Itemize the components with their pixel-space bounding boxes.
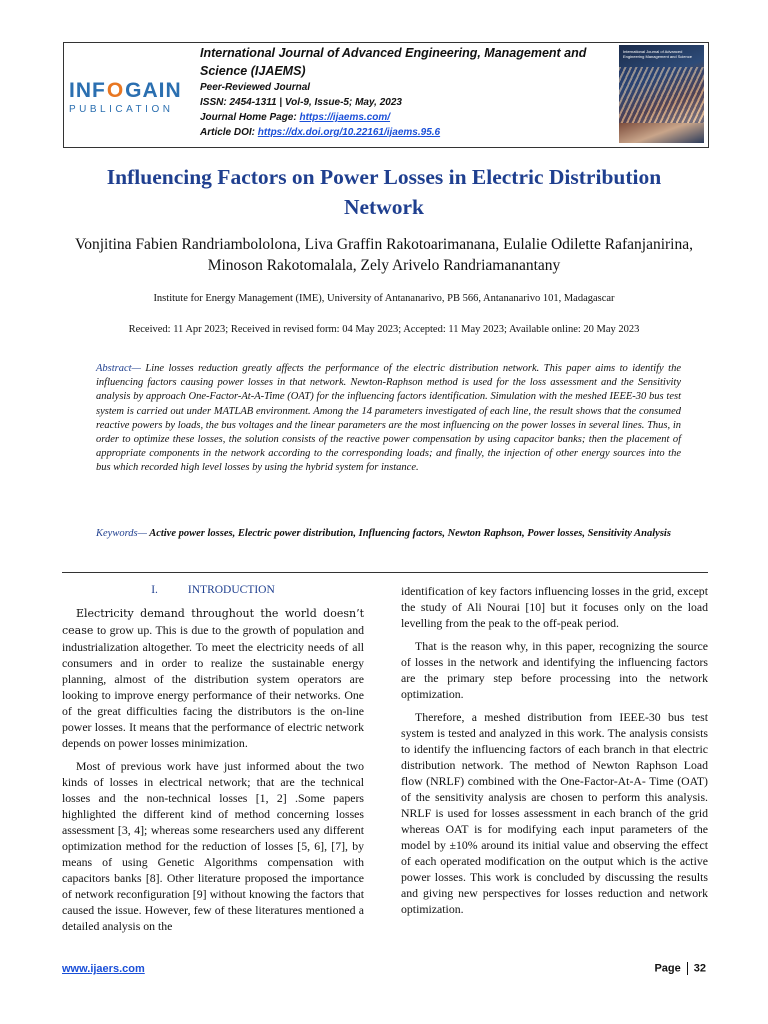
cover-title: International Journal of Advanced Engineering Management and Science: [623, 49, 692, 59]
journal-header: [63, 42, 709, 148]
footer-website-link[interactable]: www.ijaers.com: [62, 963, 145, 975]
section-heading: I. INTRODUCTION: [151, 584, 275, 596]
page-number: Page 32: [654, 962, 706, 975]
page-separator: [687, 962, 688, 975]
doi-link[interactable]: https://dx.doi.org/10.22161/ijaems.95.6: [257, 127, 441, 138]
logo-globe-o: O: [106, 79, 125, 102]
paragraph: Therefore, a meshed distribution from IEEE-30 bus test system is tested and analyzed in this work. The analysis consists to identify the influencing factors of each branch in that electric distribution network. The method of Newton Raphson Load flow (NRLF) combined with the One-Factor-At-A- Time (OAT) of the sensitivity analysis are chosen to perform this analysis. NRLF is used for losses assessment in each branch of the grid whereas OAT is for modifying each input parameters of the model by ±10% around its initial value and observing the effect of each operated modification on the output which is the active power losses. This work is concluded by discussing the results and giving new perspectives for losses reduction and network optimization.: [401, 710, 708, 916]
journal-info: [200, 43, 590, 140]
logo-subtitle: PUBLICATION: [69, 104, 174, 115]
section-divider: [62, 572, 708, 573]
keywords-text: Active power losses, Electric power distribution, Influencing factors, Newton Raphson, Power losses, Sensitivity Analysis: [146, 528, 671, 539]
homepage-line: Journal Home Page: https://ijaems.com/: [200, 112, 391, 123]
paragraph: That is the reason why, in this paper, recognizing the source of losses in the network and identifying the influencing factors are the primary step before processing into the network optimization.: [401, 639, 708, 701]
doi-line: Article DOI: https://dx.doi.org/10.22161/ijaems.95.6: [200, 127, 441, 138]
right-column: [401, 583, 708, 924]
left-column: [62, 582, 364, 941]
paragraph: Most of previous work have just informed about the two kinds of losses in electrical network; that are the technical losses and the non-technical losses [1, 2] .Some papers highlighted the different kind of method concerning losses assessment [3, 4]; whereas some researchers used any different optimization method for the reduction of losses [5, 6], [7], by means of using Genetic Algorithms compensation with capacitors banks [8]. Other literature proposed the importance of network reconfiguration [9] without knowing the factors that caused the issue. However, few of these literatures mentioned a detailed analysis on the: [62, 759, 364, 933]
issn-line: ISSN: 2454-1311 | Vol-9, Issue-5; May, 2023: [200, 97, 402, 108]
abstract-label: Abstract—: [96, 363, 141, 374]
publisher-logo: [69, 79, 187, 115]
homepage-link[interactable]: https://ijaems.com/: [299, 112, 391, 123]
logo-text-part2: GAIN: [125, 79, 182, 102]
journal-cover-image: [619, 45, 704, 143]
logo-text-part1: INF: [69, 79, 106, 102]
keywords-label: Keywords—: [96, 528, 147, 539]
peer-reviewed-label: Peer-Reviewed Journal: [200, 82, 311, 93]
paragraph: identification of key factors influencing losses in the grid, except the study of Ali Nourai [10] but it focuses only on the load levelling from the peak to the off-peak period.: [401, 584, 708, 630]
abstract-text: Line losses reduction greatly affects the performance of the electric distribution network. This paper aims to identify the influencing factors causing power losses in that network. Newton-Raphson method is used for the loss assessment and the Sensitivity analysis by approach One-Factor-At-A-Time (OAT) for the influencing factors identification. Simulation with the meshed IEEE-30 bus test system is carried out under MATLAB environment. Among the 14 parameters investigated of each line, the result shows that the consumed reactive powers by loads, the bus voltages and the linear parameters are the most influencing on the power losses in several lines. Thus, in order to optimize these losses, the solution consists of the reactive power compensation by using capacitor banks; then the placement of appropriate components in the network according to the corresponding loads; and finally, the injection of other energy sources into the bus which recorded high level losses by using the hybrid system for instance.: [96, 363, 681, 474]
abstract: [96, 362, 681, 476]
publication-dates: Received: 11 Apr 2023; Received in revised form: 04 May 2023; Accepted: 11 May 2023; Available online: 20 May 2023: [128, 324, 640, 335]
journal-title: International Journal of Advanced Engineering, Management and Science (IJAEMS): [200, 46, 587, 78]
paper-authors: Vonjitina Fabien Randriambololona, Liva Graffin Rakotoarimanana, Eulalie Odilette Rafanjanirina, Minoson Rakotomalala, Zely Arivelo Randriamanantany: [75, 236, 693, 274]
paper-title: Influencing Factors on Power Losses in Electric Distribution Network: [106, 165, 662, 219]
keywords: [96, 527, 681, 541]
cover-artwork: [619, 67, 704, 123]
paragraph: Electricity demand throughout the world doesn’t cease to grow up. This is due to the growth of population and industrialization altogether. To meet the electricity needs of all consumers and in order to realize the sustainable energy planning, almost of the distribution system operators are looking to improve energy performance of their networks. One of the great difficulties facing the distributors is the on-line power losses. It means that the performance of electric network depends on power losses minimization.: [62, 607, 364, 750]
author-affiliation: Institute for Energy Management (IME), University of Antananarivo, PB 566, Antananarivo 101, Madagascar: [153, 293, 615, 304]
